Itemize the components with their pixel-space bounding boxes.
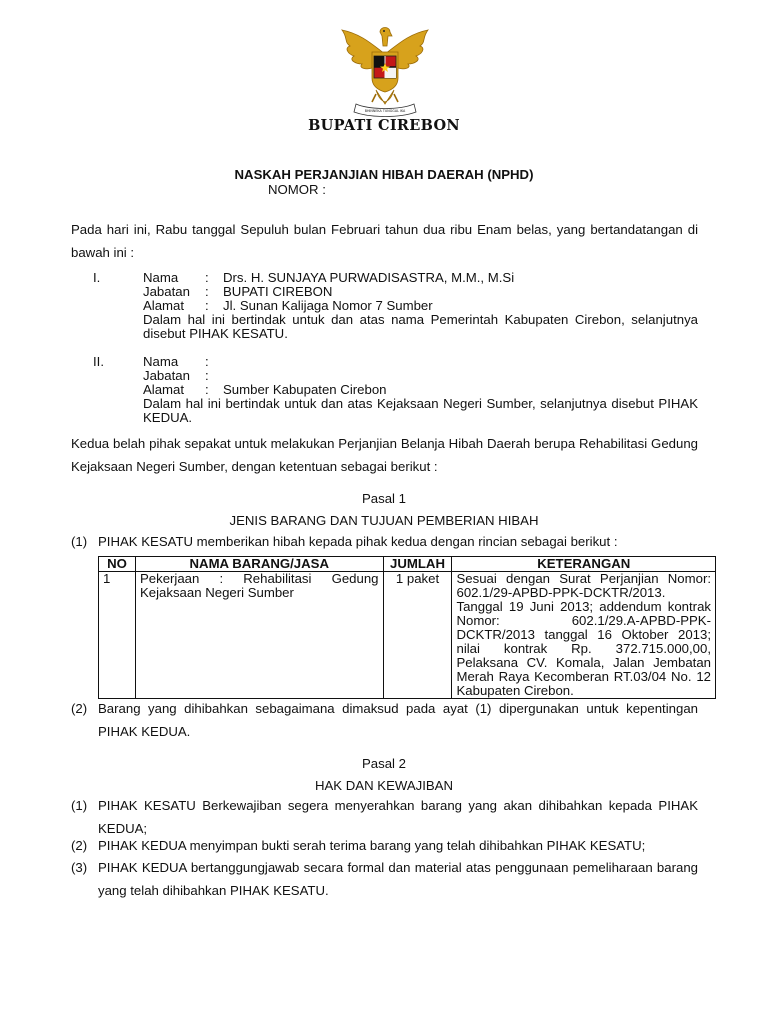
party-two-alamat-value: Sumber Kabupaten Cirebon [223, 382, 387, 397]
party-one-alamat-value: Jl. Sunan Kalijaga Nomor 7 Sumber [223, 298, 433, 313]
party-one-nama-colon: : [205, 270, 209, 285]
items-table [98, 556, 716, 699]
party-one-nama-label: Nama [143, 270, 179, 285]
table-header-keterangan: KETERANGAN [452, 557, 716, 572]
pasal2-item1-number: (1) [71, 798, 88, 813]
pasal1-title: Pasal 1 [362, 491, 406, 506]
pasal2-item2-number: (2) [71, 838, 88, 853]
pasal2-heading: HAK DAN KEWAJIBAN [314, 778, 453, 793]
header-title: BUPATI CIREBON [308, 117, 460, 134]
party-two-description: Dalam hal ini bertindak untuk dan atas Kejaksaan Negeri Sumber, selanjutnya disebut PIHAK KEDUA. [143, 396, 698, 425]
party-one [71, 271, 698, 341]
doc-nomor: NOMOR : [268, 182, 326, 197]
pasal1-heading: JENIS BARANG DAN TUJUAN PEMBERIAN HIBAH [229, 513, 539, 528]
party-two-jabatan-label: Jabatan [143, 368, 190, 383]
pasal2-title: Pasal 2 [362, 756, 406, 771]
party-one-jabatan-value: BUPATI CIREBON [223, 284, 333, 299]
pasal1-item1-number: (1) [71, 534, 88, 549]
table-header-jumlah: JUMLAH [383, 557, 452, 572]
party-one-description: Dalam hal ini bertindak untuk dan atas nama Pemerintah Kabupaten Cirebon, selanjutnya disebut PIHAK KESATU. [143, 312, 698, 341]
pasal2-item3-number: (3) [71, 860, 88, 875]
garuda-emblem [334, 24, 436, 118]
agreement-paragraph: Kedua belah pihak sepakat untuk melakukan Perjanjian Belanja Hibah Daerah berupa Rehabilitasi Gedung Kejaksaan Negeri Sumber, dengan ketentuan sebagai berikut : [71, 436, 698, 474]
garuda-emblem-icon [334, 24, 436, 118]
intro-paragraph: Pada hari ini, Rabu tanggal Sepuluh bulan Februari tahun dua ribu Enam belas, yang bertandatangan di bawah ini : [71, 222, 698, 260]
pasal1-item1-text: PIHAK KESATU memberikan hibah kepada pihak kedua dengan rincian sebagai berikut : [98, 534, 618, 549]
table-cell-jumlah: 1 paket [383, 572, 452, 699]
table-cell-keterangan: Sesuai dengan Surat Perjanjian Nomor: 602.1/29-APBD-PPK-DCKTR/2013. Tanggal 19 Juni 2013; addendum kontrak Nomor: 602.1/29.A-APBD-PPK-DCKTR/2013 tanggal 16 Oktober 2013; nilai kontrak Rp. 372.715.000,00, Pelaksana CV. Komala, Jalan Jembatan Merah Raya Kecomberan RT.03/04 No. 12 Kabupaten Cirebon. [452, 572, 716, 699]
table-header-no: NO [99, 557, 136, 572]
party-two-nama-colon: : [205, 354, 209, 369]
table-cell-nama: Pekerjaan : Rehabilitasi Gedung Kejaksaan Negeri Sumber [135, 572, 383, 699]
table-row [99, 572, 716, 699]
pasal2-item3-text: PIHAK KEDUA bertanggungjawab secara formal dan material atas penggunaan pemeliharaan barang yang telah dihibahkan PIHAK KESATU. [98, 860, 698, 898]
table-header-nama: NAMA BARANG/JASA [135, 557, 383, 572]
party-two-alamat-label: Alamat [143, 382, 185, 397]
table-header-row [99, 557, 716, 572]
doc-title: NASKAH PERJANJIAN HIBAH DAERAH (NPHD) [234, 167, 534, 182]
emblem-motto: BHINNEKA TUNGGAL IKA [364, 109, 406, 113]
pasal1-item2-number: (2) [71, 701, 88, 716]
party-two [71, 355, 698, 425]
pasal1-item2-text: Barang yang dihibahkan sebagaimana dimaksud pada ayat (1) dipergunakan untuk kepentingan PIHAK KEDUA. [98, 701, 698, 739]
party-one-alamat-colon: : [205, 298, 209, 313]
party-one-jabatan-colon: : [205, 284, 209, 299]
table-cell-no: 1 [99, 572, 136, 699]
party-two-jabatan-colon: : [205, 368, 209, 383]
party-one-nama-value: Drs. H. SUNJAYA PURWADISASTRA, M.M., M.Si [223, 270, 515, 285]
pasal2-item2-text: PIHAK KEDUA menyimpan bukti serah terima barang yang telah dihibahkan PIHAK KESATU; [98, 838, 646, 853]
party-one-jabatan-label: Jabatan [143, 284, 190, 299]
party-two-alamat-colon: : [205, 382, 209, 397]
party-one-number: I. [93, 270, 101, 285]
party-two-nama-label: Nama [143, 354, 179, 369]
pasal2-item1-text: PIHAK KESATU Berkewajiban segera menyerahkan barang yang akan dihibahkan kepada PIHAK KEDUA; [98, 798, 698, 836]
party-two-number: II. [93, 354, 104, 369]
party-one-alamat-label: Alamat [143, 298, 185, 313]
